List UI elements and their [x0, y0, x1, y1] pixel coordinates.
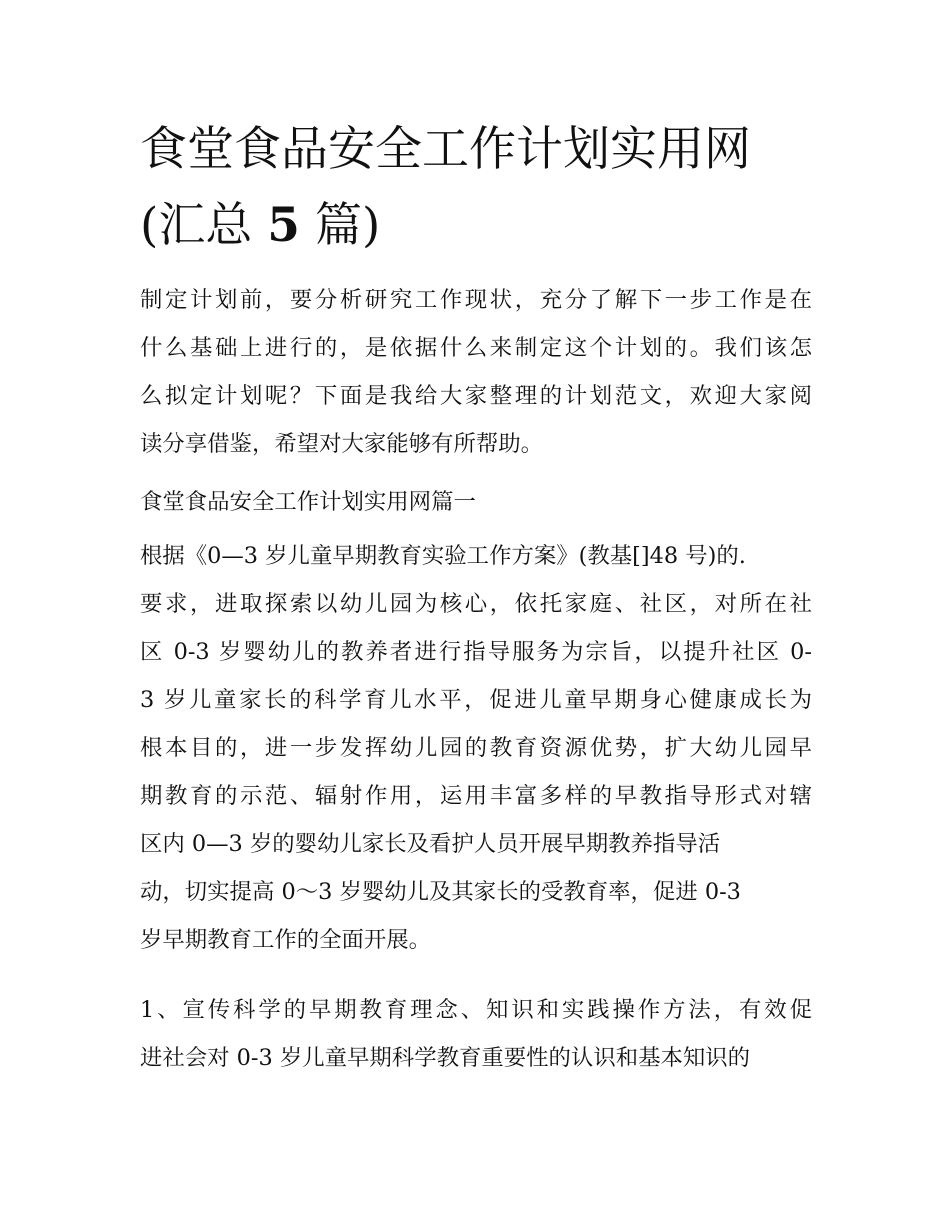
section-paragraph — [140, 532, 812, 964]
title-prefix: (汇总 — [140, 198, 253, 253]
intro-line: 什么基础上进行的，是依据什么来制定这个计划的。我们该怎 — [140, 335, 812, 361]
section-line: 动，切实提高 0～3 岁婴幼儿及其家长的受教育率，促进 0-3 — [140, 879, 741, 905]
title-line-1: 食堂食品安全工作计划实用网 — [140, 122, 751, 177]
section-heading — [140, 478, 812, 526]
item-line: 1、宣传科学的早期教育理念、知识和实践操作方法，有效促 — [140, 997, 812, 1023]
section-line: 3 岁儿童家长的科学育儿水平，促进儿童早期身心健康成长为 — [140, 687, 812, 713]
document-title — [140, 112, 812, 264]
section-line: 岁早期教育工作的全面开展。 — [140, 927, 432, 953]
section-line: 区内 0—3 岁的婴幼儿家长及看护人员开展早期教养指导活 — [140, 831, 721, 857]
title-suffix: 篇) — [314, 198, 381, 253]
section-line: 区 0-3 岁婴幼儿的教养者进行指导服务为宗旨，以提升社区 0- — [140, 639, 812, 665]
section-line: 根本目的，进一步发挥幼儿园的教育资源优势，扩大幼儿园早 — [140, 735, 812, 761]
title-number: 5 — [267, 198, 300, 253]
intro-line: 么拟定计划呢？下面是我给大家整理的计划范文，欢迎大家阅 — [140, 383, 812, 409]
intro-line: 读分享借鉴，希望对大家能够有所帮助。 — [140, 431, 544, 457]
section-line: 根据《0—3 岁儿童早期教育实验工作方案》(教基[]48 号)的. — [140, 543, 746, 569]
item-paragraph — [140, 986, 812, 1082]
intro-line: 制定计划前，要分析研究工作现状，充分了解下一步工作是在 — [140, 287, 812, 313]
intro-paragraph — [140, 276, 812, 468]
section-line: 期教育的示范、辐射作用，运用丰富多样的早教指导形式对辖 — [140, 783, 812, 809]
title-line-2 — [140, 188, 812, 264]
section-line: 要求，进取探索以幼儿园为核心，依托家庭、社区，对所在社 — [140, 591, 812, 617]
item-line: 进社会对 0-3 岁儿童早期科学教育重要性的认识和基本知识的 — [140, 1045, 751, 1071]
section-heading-text: 食堂食品安全工作计划实用网篇一 — [140, 489, 476, 515]
